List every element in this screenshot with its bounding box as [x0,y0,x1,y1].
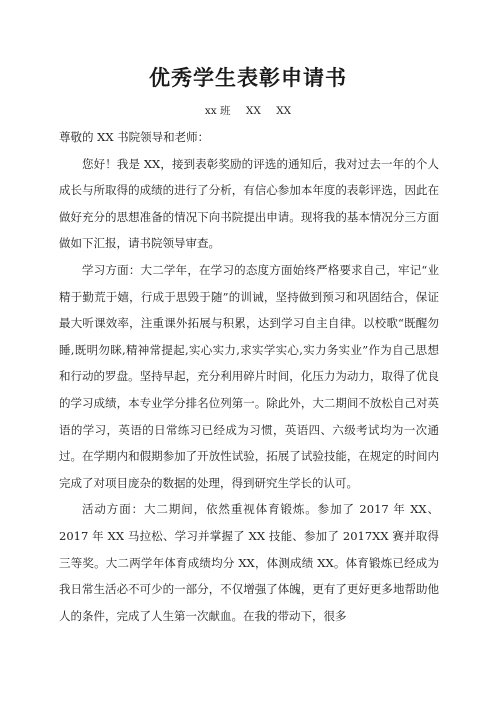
document-title: 优秀学生表彰申请书 [149,66,347,90]
byline-name-1: XX [245,105,261,117]
document-byline [0,104,496,118]
byline-name-2: XX [276,105,292,117]
paragraph-greeting: 您好！我是 XX，接到表彰奖励的评选的通知后，我对过去一年的个人成长与所取得的成绩的进行了分析，有信心参加本年度的表彰评选，因此在做好充分的思想准备的情况下向书院提出申请。现将我的基本情况分三方面做如下汇报，请书院领导审查。 [59,156,439,251]
paragraph-study: 学习方面：大二学年，在学习的态度方面始终严格要求自己，牢记“业精于勤荒于嬉，行成于思毁于随”的训诫，坚持做到预习和巩固结合，保证最大听课效率，注重课外拓展与积累，达到学习自主自律。以校歌“既醒勿睡,既明勿眯,精神常提起,实心实力,求实学实心,实力务实业”作为自己思想和行动的罗盘。坚持早起，充分利用碎片时间，化压力为动力，取得了优良的学习成绩，本专业学分排名位列第一。除此外，大二期间不放松自己对英语的学习，英语的日常练习已经成为习惯，英语四、六级考试均为一次通过。在学期内和假期参加了开放性试验，拓展了试验技能，在规定的时间内完成了对项目庞杂的数据的处理，得到研究生学长的认可。 [59,262,439,490]
paragraph-activities: 活动方面：大二期间，依然重视体育锻炼。参加了 2017 年 XX、2017 年 XX 马拉松、学习并掌握了 XX 技能、参加了 2017XX 赛并取得三等奖。大二两学年体育成绩均分 XX，体测成绩 XX。体育锻炼已经成为我日常生活必不可少的一部分，不仅增强了体魄，更有了更好更多地帮助他人的条件，完成了人生第一次献血。在我的带动下，很多 [59,502,439,623]
salutation: 尊敬的 XX 书院领导和老师： [59,130,210,144]
document-body [59,124,439,629]
byline-class: xx 班 [204,105,231,117]
